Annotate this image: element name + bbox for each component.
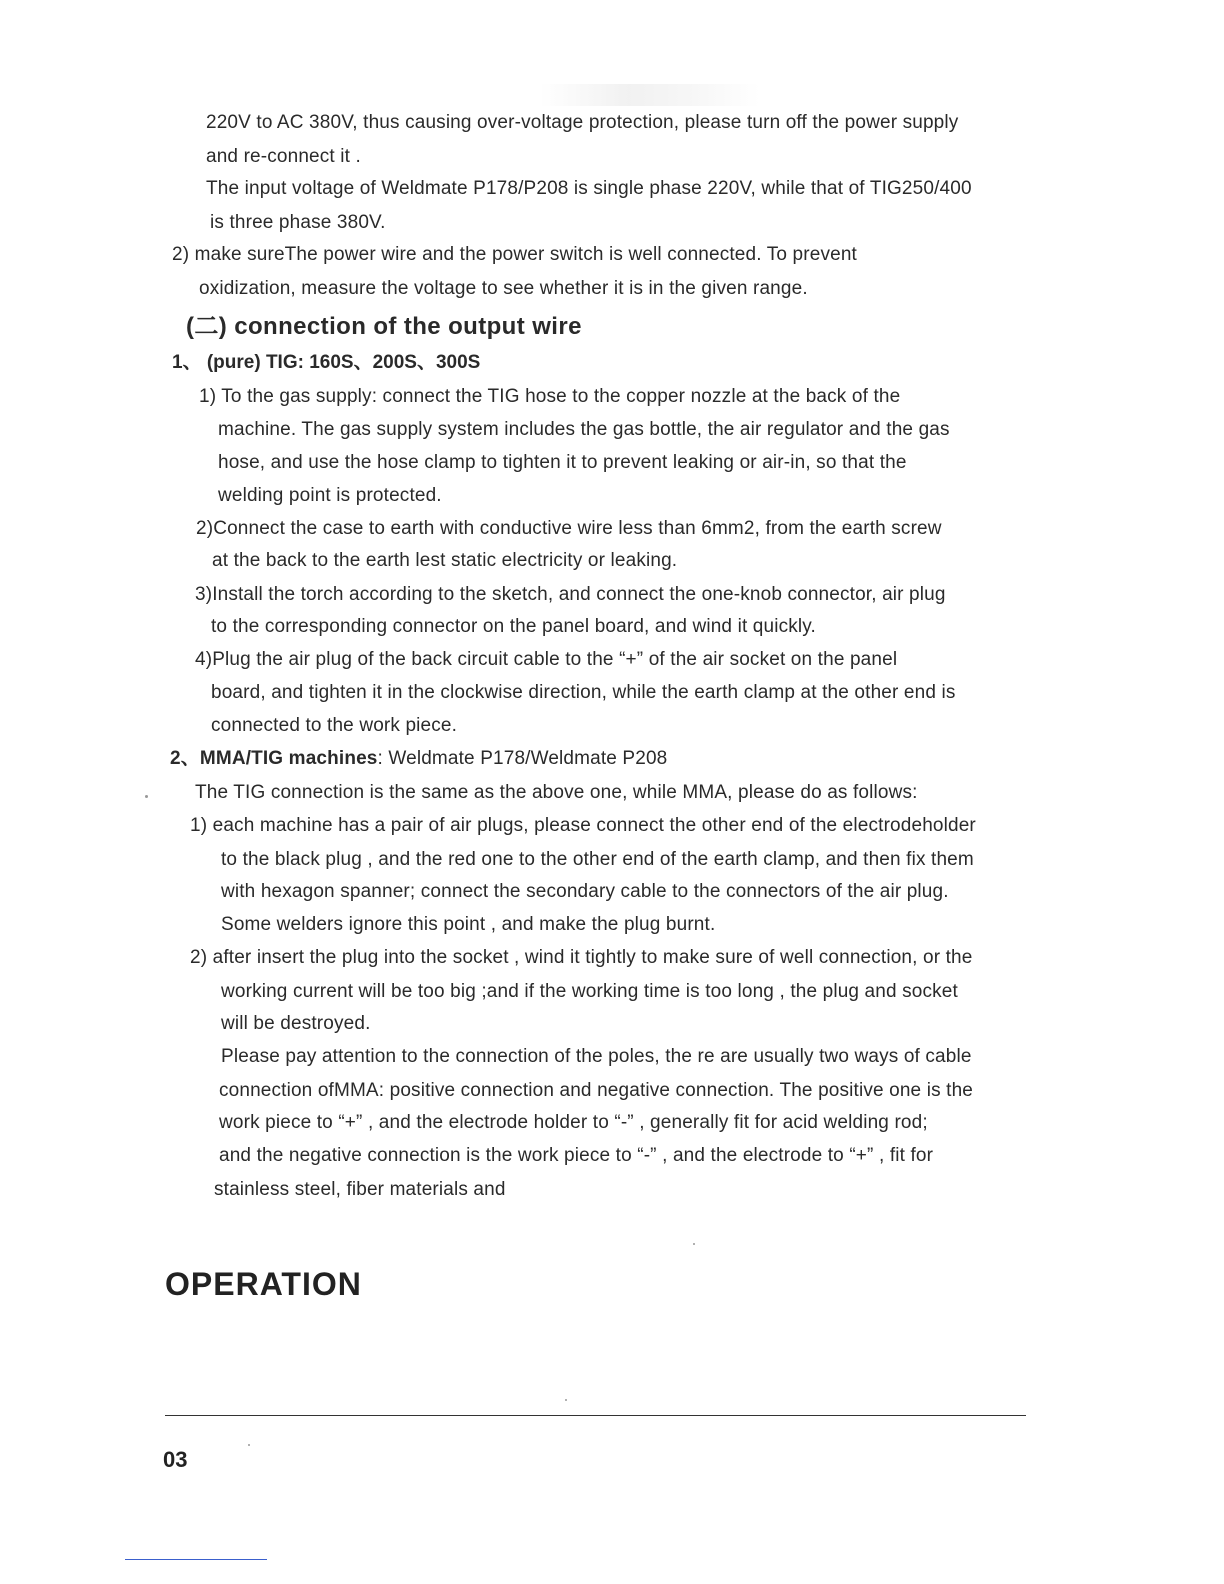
text-line: connected to the work piece. xyxy=(211,715,458,736)
text-line: hose, and use the hose clamp to tighten it to prevent leaking or air-in, so that the xyxy=(218,452,907,473)
text-line: connection ofMMA: positive connection and negative connection. The positive one is the xyxy=(219,1080,974,1101)
text-line: working current will be too big ;and if the working time is too long , the plug and socket xyxy=(221,981,958,1002)
section-heading-output-wire: (二) connection of the output wire xyxy=(186,313,582,340)
footer-divider xyxy=(165,1415,1026,1416)
footer-section-title: OPERATION xyxy=(165,1266,362,1302)
text-line: machine. The gas supply system includes the gas bottle, the air regulator and the gas xyxy=(218,419,950,440)
text-line: 220V to AC 380V, thus causing over-voltage protection, please turn off the power supply xyxy=(206,112,959,133)
text-line: 1) each machine has a pair of air plugs, please connect the other end of the electrodeholder xyxy=(190,815,976,836)
text-line: to the black plug , and the red one to the other end of the earth clamp, and then fix them xyxy=(221,849,974,870)
text-line: work piece to “+” , and the electrode holder to “-” , generally fit for acid welding rod; xyxy=(219,1112,928,1133)
scan-speck xyxy=(565,1399,567,1401)
text-line: stainless steel, fiber materials and xyxy=(214,1179,506,1200)
text-line: and the negative connection is the work piece to “-” , and the electrode to “+” , fit for xyxy=(219,1145,934,1166)
text-line: The TIG connection is the same as the above one, while MMA, please do as follows: xyxy=(195,782,918,803)
text-line: is three phase 380V. xyxy=(210,212,386,233)
text-line: oxidization, measure the voltage to see whether it is in the given range. xyxy=(199,278,808,299)
text-line: 2)Connect the case to earth with conductive wire less than 6mm2, from the earth screw xyxy=(196,518,942,539)
scan-artifact xyxy=(540,84,760,106)
text-line: with hexagon spanner; connect the secondary cable to the connectors of the air plug. xyxy=(221,881,949,902)
text-line: board, and tighten it in the clockwise direction, while the earth clamp at the other end is xyxy=(211,682,956,703)
subsection-heading-mma-tig xyxy=(170,747,667,771)
subsection-heading-mma-tig-label: 2、MMA/TIG machines xyxy=(170,748,378,769)
scan-speck xyxy=(693,1243,695,1245)
text-line: 1) To the gas supply: connect the TIG hose to the copper nozzle at the back of the xyxy=(199,386,901,407)
text-line: Please pay attention to the connection of the poles, the re are usually two ways of cable xyxy=(221,1046,972,1067)
text-line: 2) make sureThe power wire and the power switch is well connected. To prevent xyxy=(172,244,857,265)
page-number: 03 xyxy=(163,1447,188,1472)
scan-speck xyxy=(248,1444,250,1446)
subsection-heading-mma-tig-models: : Weldmate P178/Weldmate P208 xyxy=(377,748,668,769)
text-line: 4)Plug the air plug of the back circuit cable to the “+” of the air socket on the panel xyxy=(195,649,898,670)
text-line: 2) after insert the plug into the socket , wind it tightly to make sure of well connection, or the xyxy=(190,947,973,968)
text-line: 3)Install the torch according to the sketch, and connect the one-knob connector, air plug xyxy=(195,584,946,605)
text-line: at the back to the earth lest static electricity or leaking. xyxy=(212,550,678,571)
text-line: Some welders ignore this point , and make the plug burnt. xyxy=(221,914,716,935)
text-line: and re-connect it . xyxy=(206,146,361,167)
text-line: to the corresponding connector on the panel board, and wind it quickly. xyxy=(211,616,816,637)
bottom-blue-line xyxy=(125,1559,267,1560)
text-line: The input voltage of Weldmate P178/P208 is single phase 220V, while that of TIG250/400 xyxy=(206,178,972,199)
scan-speck xyxy=(145,795,148,798)
text-line: will be destroyed. xyxy=(221,1013,371,1034)
text-line: welding point is protected. xyxy=(218,485,442,506)
subsection-heading-pure-tig: 1、 (pure) TIG: 160S、200S、300S xyxy=(172,352,481,373)
